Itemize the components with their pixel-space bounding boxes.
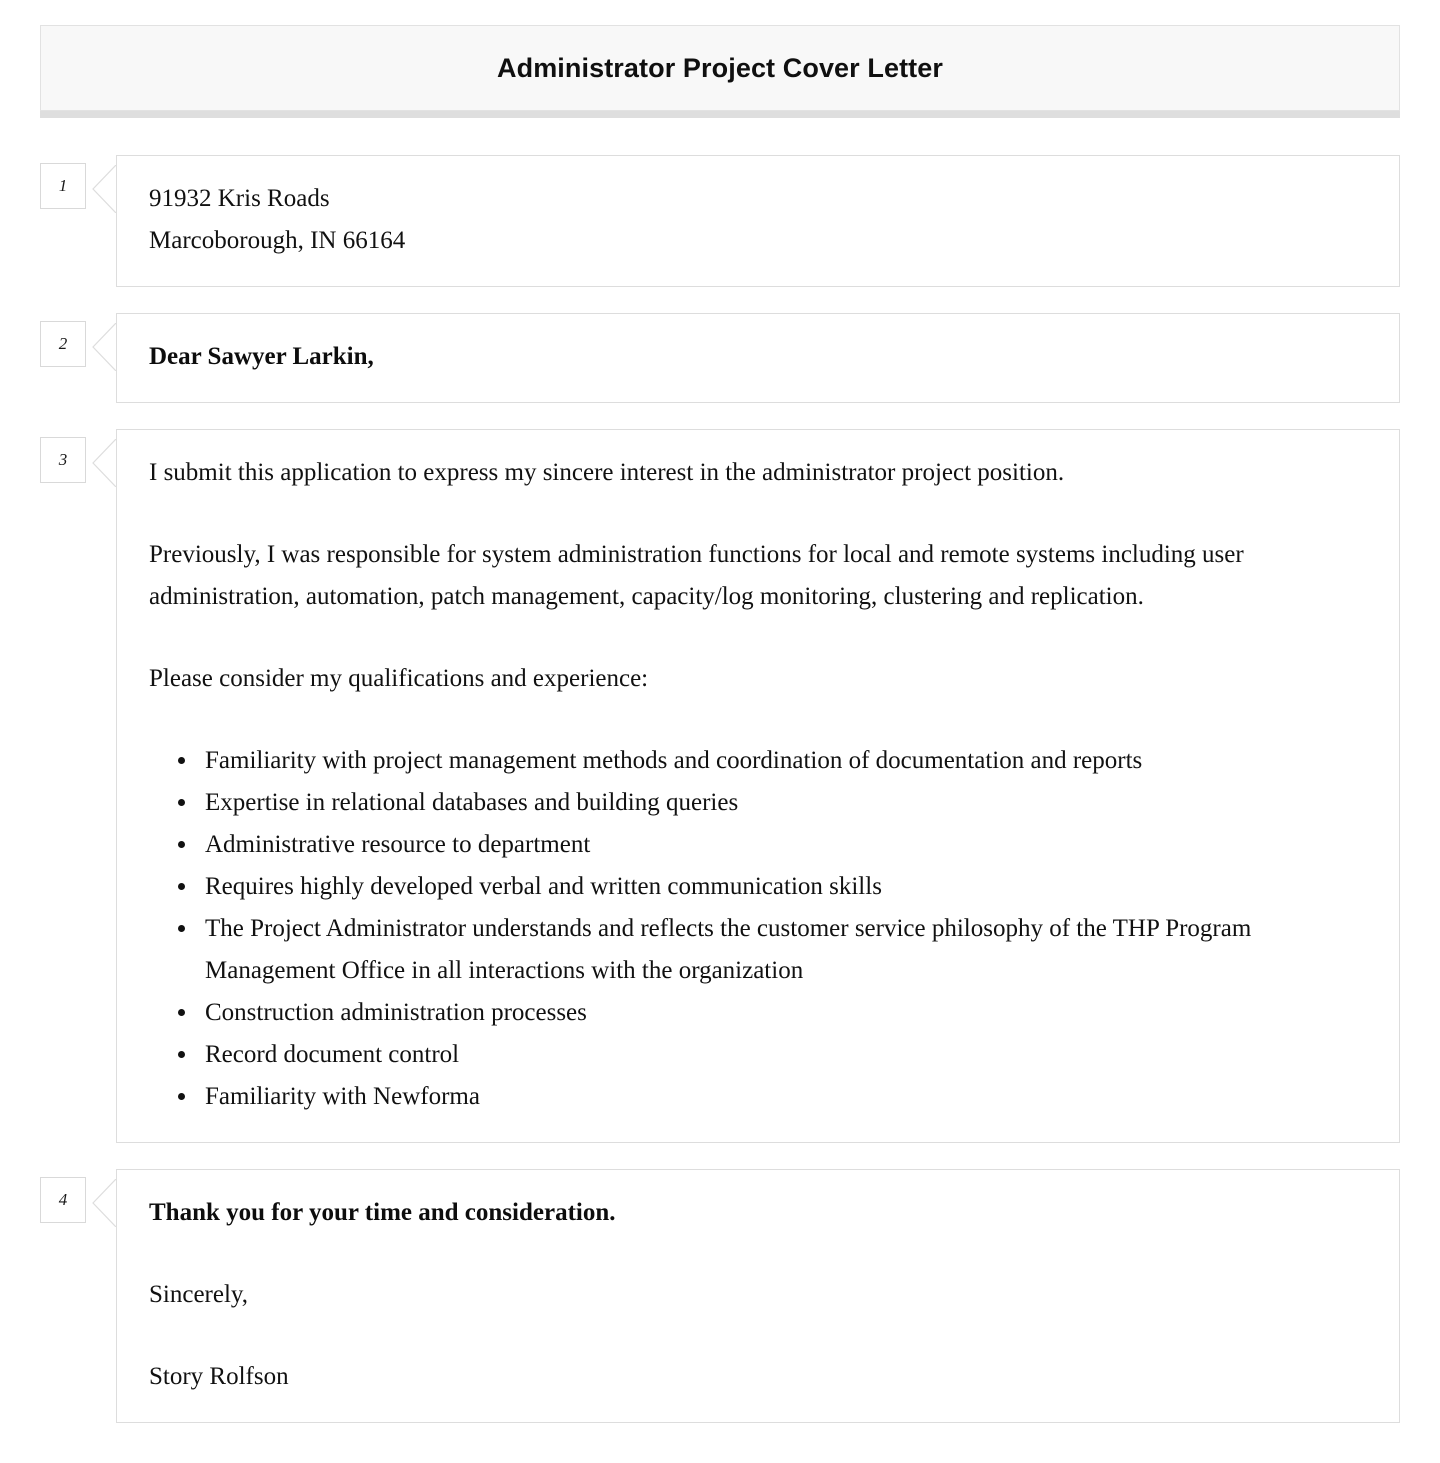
body-paragraph-2: Previously, I was responsible for system administration functions for local and remote systems including user administration, automation, patch management, capacity/log monitoring, clustering and replication.	[149, 541, 1244, 611]
body-paragraph-1: I submit this application to express my sincere interest in the administrator project position.	[149, 459, 1065, 487]
list-item: • Administrative resource to department	[199, 824, 1369, 866]
thank-you-text: Thank you for your time and consideration.	[149, 1199, 616, 1227]
body-paragraph-3: Please consider my qualifications and experience:	[149, 665, 649, 693]
header-divider	[40, 111, 1400, 118]
qualifications-list	[149, 740, 1369, 1118]
list-item: • The Project Administrator understands and reflects the customer service philosophy of the THP Program Management Office in all interactions with the organization	[199, 908, 1369, 992]
list-item: • Familiarity with project management methods and coordination of documentation and reports	[199, 740, 1369, 782]
marker-column	[40, 313, 116, 367]
block-marker-1[interactable]: 1	[40, 163, 86, 209]
closing-box	[116, 1169, 1400, 1423]
list-item: • Familiarity with Newforma	[199, 1076, 1369, 1118]
annotated-block-salutation	[40, 313, 1400, 403]
annotated-block-closing	[40, 1169, 1400, 1423]
annotated-block-address	[40, 155, 1400, 287]
block-content-wrapper	[116, 1169, 1400, 1423]
list-item: • Construction administration processes	[199, 992, 1369, 1034]
closing-spacer	[149, 1316, 1369, 1356]
block-content-wrapper	[116, 429, 1400, 1143]
salutation-text: Dear Sawyer Larkin,	[149, 343, 374, 371]
block-marker-4[interactable]: 4	[40, 1177, 86, 1223]
marker-column	[40, 155, 116, 209]
page-title: Administrator Project Cover Letter	[497, 53, 943, 83]
marker-column	[40, 1169, 116, 1223]
body-box	[116, 429, 1400, 1143]
annotated-block-body	[40, 429, 1400, 1143]
address-line-1: 91932 Kris Roads	[149, 185, 330, 213]
list-item: • Record document control	[199, 1034, 1369, 1076]
salutation-box	[116, 313, 1400, 403]
block-content-wrapper	[116, 155, 1400, 287]
signature-name: Story Rolfson	[149, 1363, 289, 1391]
block-marker-3[interactable]: 3	[40, 437, 86, 483]
block-marker-2[interactable]: 2	[40, 321, 86, 367]
list-item: • Expertise in relational databases and building queries	[199, 782, 1369, 824]
address-line-2: Marcoborough, IN 66164	[149, 227, 406, 255]
marker-column	[40, 429, 116, 483]
address-box	[116, 155, 1400, 287]
signoff-text: Sincerely,	[149, 1281, 249, 1309]
list-item: • Requires highly developed verbal and written communication skills	[199, 866, 1369, 908]
block-content-wrapper	[116, 313, 1400, 403]
document-header	[40, 25, 1400, 111]
